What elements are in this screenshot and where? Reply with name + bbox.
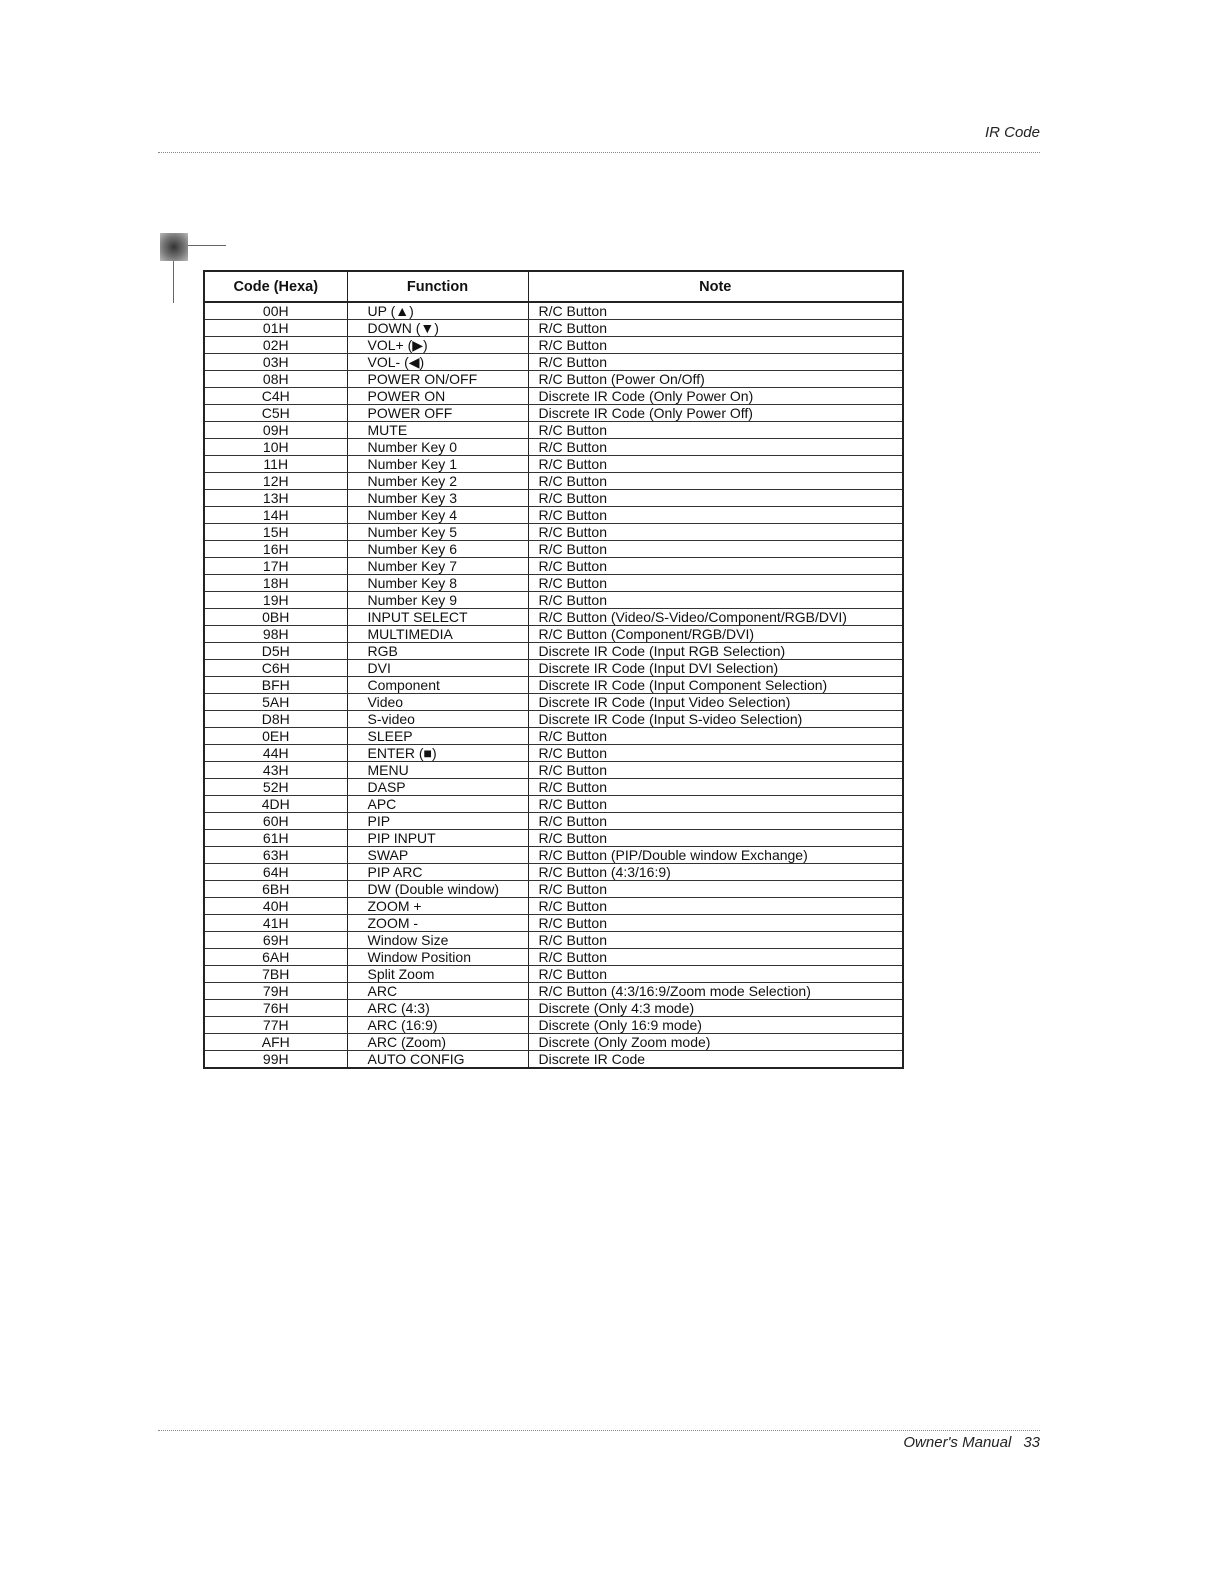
cell-function: PIP INPUT (347, 830, 528, 847)
cell-function: POWER ON/OFF (347, 371, 528, 388)
cell-code: 79H (204, 983, 347, 1000)
cell-code: 01H (204, 320, 347, 337)
page-number: 33 (1023, 1434, 1040, 1451)
cell-code: 61H (204, 830, 347, 847)
cell-function: ZOOM + (347, 898, 528, 915)
header-divider (158, 152, 1040, 153)
cell-function: Number Key 1 (347, 456, 528, 473)
cell-code: 14H (204, 507, 347, 524)
cell-note: R/C Button (528, 881, 903, 898)
cell-note: R/C Button (528, 728, 903, 745)
table-row (204, 320, 903, 337)
cell-code: 44H (204, 745, 347, 762)
cell-function: MUTE (347, 422, 528, 439)
cell-note: R/C Button (528, 915, 903, 932)
cell-code: 7BH (204, 966, 347, 983)
cell-note: R/C Button (528, 354, 903, 371)
cell-function: DOWN (▼) (347, 320, 528, 337)
cell-function: Number Key 3 (347, 490, 528, 507)
marker-line-vertical (173, 261, 174, 303)
table-row (204, 354, 903, 371)
cell-function: DASP (347, 779, 528, 796)
cell-note: Discrete IR Code (Input S-video Selection) (528, 711, 903, 728)
cell-function: Number Key 4 (347, 507, 528, 524)
cell-note: R/C Button (Power On/Off) (528, 371, 903, 388)
cell-note: R/C Button (Video/S-Video/Component/RGB/DVI) (528, 609, 903, 626)
page-footer (158, 1434, 1040, 1451)
table-row (204, 388, 903, 405)
cell-note: R/C Button (528, 575, 903, 592)
table-row (204, 864, 903, 881)
cell-code: 03H (204, 354, 347, 371)
cell-code: 64H (204, 864, 347, 881)
table-row (204, 609, 903, 626)
table-row (204, 949, 903, 966)
cell-function: SLEEP (347, 728, 528, 745)
cell-function: DVI (347, 660, 528, 677)
cell-note: R/C Button (PIP/Double window Exchange) (528, 847, 903, 864)
cell-note: Discrete IR Code (Input Component Selection) (528, 677, 903, 694)
cell-code: 18H (204, 575, 347, 592)
cell-code: 98H (204, 626, 347, 643)
column-header-code: Code (Hexa) (204, 271, 347, 302)
cell-function: INPUT SELECT (347, 609, 528, 626)
cell-note: Discrete (Only Zoom mode) (528, 1034, 903, 1051)
cell-code: 6AH (204, 949, 347, 966)
table-row (204, 932, 903, 949)
cell-function: Window Position (347, 949, 528, 966)
column-header-note: Note (528, 271, 903, 302)
cell-code: 6BH (204, 881, 347, 898)
cell-note: Discrete IR Code (Input RGB Selection) (528, 643, 903, 660)
cell-function: MENU (347, 762, 528, 779)
table-row (204, 762, 903, 779)
cell-code: 15H (204, 524, 347, 541)
cell-note: R/C Button (528, 302, 903, 320)
cell-code: AFH (204, 1034, 347, 1051)
table-row (204, 473, 903, 490)
cell-function: ENTER (■) (347, 745, 528, 762)
cell-note: R/C Button (528, 813, 903, 830)
cell-code: 13H (204, 490, 347, 507)
cell-code: 0EH (204, 728, 347, 745)
table-row (204, 541, 903, 558)
cell-code: 52H (204, 779, 347, 796)
cell-code: 17H (204, 558, 347, 575)
cell-note: Discrete IR Code (Input DVI Selection) (528, 660, 903, 677)
cell-note: R/C Button (528, 456, 903, 473)
table-row (204, 847, 903, 864)
cell-code: C4H (204, 388, 347, 405)
cell-code: 4DH (204, 796, 347, 813)
cell-function: Number Key 9 (347, 592, 528, 609)
table-row (204, 711, 903, 728)
cell-code: 99H (204, 1051, 347, 1069)
cell-code: 60H (204, 813, 347, 830)
table-row (204, 337, 903, 354)
cell-note: R/C Button (528, 490, 903, 507)
cell-function: Number Key 5 (347, 524, 528, 541)
cell-function: POWER OFF (347, 405, 528, 422)
table-row (204, 575, 903, 592)
cell-code: 76H (204, 1000, 347, 1017)
cell-code: D8H (204, 711, 347, 728)
cell-note: R/C Button (528, 320, 903, 337)
cell-code: 77H (204, 1017, 347, 1034)
table-row (204, 1017, 903, 1034)
cell-note: R/C Button (528, 592, 903, 609)
cell-function: ARC (347, 983, 528, 1000)
table-row (204, 677, 903, 694)
table-row (204, 524, 903, 541)
footer-manual-title: Owner's Manual (903, 1434, 1012, 1451)
cell-note: R/C Button (528, 524, 903, 541)
cell-function: MULTIMEDIA (347, 626, 528, 643)
table-row (204, 660, 903, 677)
cell-function: Video (347, 694, 528, 711)
table-row (204, 796, 903, 813)
table-row (204, 507, 903, 524)
cell-function: Component (347, 677, 528, 694)
cell-function: Number Key 8 (347, 575, 528, 592)
cell-note: R/C Button (4:3/16:9) (528, 864, 903, 881)
cell-note: R/C Button (528, 949, 903, 966)
cell-note: R/C Button (528, 762, 903, 779)
cell-code: BFH (204, 677, 347, 694)
cell-note: R/C Button (528, 966, 903, 983)
cell-function: PIP ARC (347, 864, 528, 881)
table-row (204, 694, 903, 711)
cell-function: ZOOM - (347, 915, 528, 932)
table-row (204, 966, 903, 983)
table-row (204, 490, 903, 507)
cell-note: R/C Button (528, 796, 903, 813)
cell-code: 12H (204, 473, 347, 490)
cell-code: 11H (204, 456, 347, 473)
cell-note: Discrete (Only 16:9 mode) (528, 1017, 903, 1034)
cell-code: D5H (204, 643, 347, 660)
cell-note: Discrete IR Code (Only Power Off) (528, 405, 903, 422)
table-row (204, 881, 903, 898)
cell-note: R/C Button (528, 558, 903, 575)
table-row (204, 830, 903, 847)
cell-code: 43H (204, 762, 347, 779)
cell-note: R/C Button (528, 830, 903, 847)
cell-code: 19H (204, 592, 347, 609)
cell-note: R/C Button (528, 473, 903, 490)
cell-code: 5AH (204, 694, 347, 711)
table-row (204, 1034, 903, 1051)
page-header-title: IR Code (984, 124, 1040, 141)
cell-function: Number Key 0 (347, 439, 528, 456)
cell-function: Window Size (347, 932, 528, 949)
cell-function: Split Zoom (347, 966, 528, 983)
ir-code-table-body (204, 302, 903, 1068)
table-header-row (204, 271, 903, 302)
cell-function: VOL+ (▶) (347, 337, 528, 354)
cell-function: Number Key 7 (347, 558, 528, 575)
cell-note: Discrete IR Code (Input Video Selection) (528, 694, 903, 711)
cell-note: R/C Button (528, 779, 903, 796)
cell-note: R/C Button (528, 745, 903, 762)
cell-code: C5H (204, 405, 347, 422)
cell-note: R/C Button (528, 337, 903, 354)
table-row (204, 779, 903, 796)
cell-note: R/C Button (528, 541, 903, 558)
footer-divider (158, 1430, 1040, 1431)
table-row (204, 643, 903, 660)
section-marker-icon (160, 233, 188, 261)
cell-function: ARC (4:3) (347, 1000, 528, 1017)
table-row (204, 813, 903, 830)
cell-code: C6H (204, 660, 347, 677)
table-row (204, 405, 903, 422)
marker-line-horizontal (188, 245, 226, 246)
cell-note: Discrete IR Code (528, 1051, 903, 1069)
cell-note: R/C Button (528, 422, 903, 439)
ir-code-table (203, 270, 904, 1069)
table-row (204, 1051, 903, 1069)
table-row (204, 728, 903, 745)
table-row (204, 915, 903, 932)
cell-code: 16H (204, 541, 347, 558)
cell-function: SWAP (347, 847, 528, 864)
cell-function: RGB (347, 643, 528, 660)
cell-code: 40H (204, 898, 347, 915)
cell-function: Number Key 2 (347, 473, 528, 490)
cell-function: Number Key 6 (347, 541, 528, 558)
cell-function: AUTO CONFIG (347, 1051, 528, 1069)
column-header-function: Function (347, 271, 528, 302)
cell-function: ARC (Zoom) (347, 1034, 528, 1051)
table-row (204, 592, 903, 609)
cell-function: S-video (347, 711, 528, 728)
table-row (204, 371, 903, 388)
table-row (204, 1000, 903, 1017)
cell-code: 10H (204, 439, 347, 456)
table-row (204, 626, 903, 643)
cell-function: PIP (347, 813, 528, 830)
cell-code: 09H (204, 422, 347, 439)
cell-code: 41H (204, 915, 347, 932)
cell-note: R/C Button (528, 932, 903, 949)
cell-function: VOL- (◀) (347, 354, 528, 371)
table-row (204, 302, 903, 320)
cell-code: 02H (204, 337, 347, 354)
cell-function: UP (▲) (347, 302, 528, 320)
cell-note: R/C Button (4:3/16:9/Zoom mode Selection) (528, 983, 903, 1000)
table-row (204, 422, 903, 439)
cell-function: ARC (16:9) (347, 1017, 528, 1034)
cell-note: R/C Button (528, 898, 903, 915)
cell-function: POWER ON (347, 388, 528, 405)
cell-note: Discrete IR Code (Only Power On) (528, 388, 903, 405)
cell-code: 08H (204, 371, 347, 388)
table-row (204, 558, 903, 575)
cell-note: Discrete (Only 4:3 mode) (528, 1000, 903, 1017)
table-row (204, 983, 903, 1000)
cell-note: R/C Button (528, 507, 903, 524)
cell-note: R/C Button (528, 439, 903, 456)
table-row (204, 439, 903, 456)
cell-code: 69H (204, 932, 347, 949)
table-row (204, 456, 903, 473)
cell-function: DW (Double window) (347, 881, 528, 898)
table-row (204, 898, 903, 915)
table-row (204, 745, 903, 762)
cell-code: 00H (204, 302, 347, 320)
cell-note: R/C Button (Component/RGB/DVI) (528, 626, 903, 643)
cell-function: APC (347, 796, 528, 813)
cell-code: 63H (204, 847, 347, 864)
cell-code: 0BH (204, 609, 347, 626)
